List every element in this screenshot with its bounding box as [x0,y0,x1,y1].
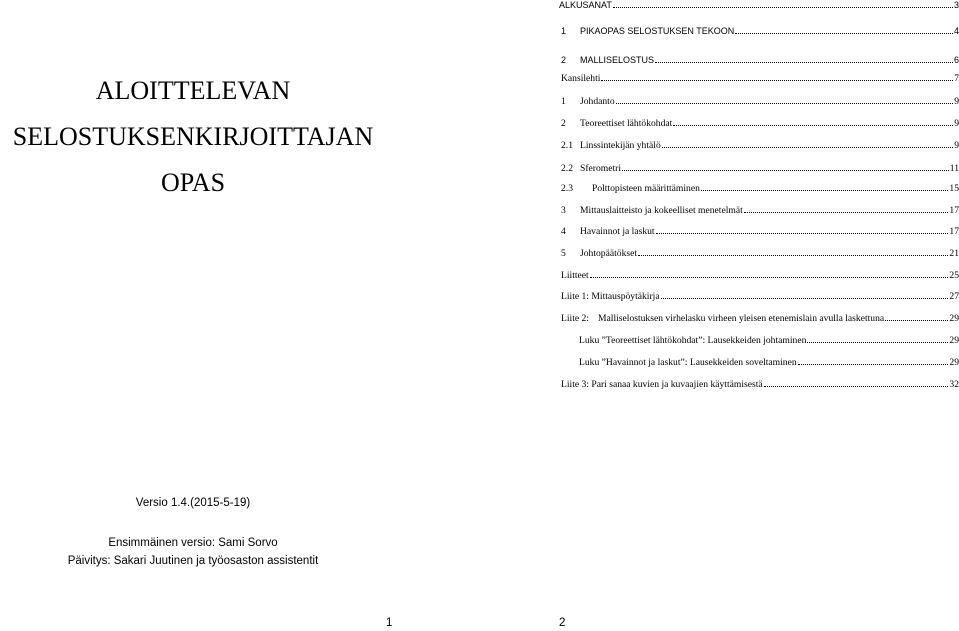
page-number-left: 1 [386,617,393,629]
toc-leader-dots [885,320,948,321]
toc-entry-page: 6 [953,55,959,65]
toc-leader-dots [673,125,953,126]
toc-entry[interactable] [579,335,959,347]
toc-leader-dots [590,277,949,278]
toc-entry[interactable] [561,248,959,260]
toc-entry-page: 29 [949,357,959,368]
toc-entry-page: 4 [953,26,959,36]
toc-entry-page: 21 [949,248,959,259]
document-title-line-2: SELOSTUKSENKIRJOITTAJAN [12,122,374,151]
toc-entry[interactable] [561,140,959,152]
toc-entry[interactable] [561,291,959,303]
toc-entry-number: 2.1 [561,140,573,151]
toc-entry-page: 17 [949,226,959,237]
toc-entry-label: Liite 3: Pari sanaa kuvien ja kuvaajien käyttämisestä [561,379,763,390]
toc-leader-dots [656,233,949,234]
toc-leader-dots [622,170,949,171]
first-version-author: Ensimmäinen versio: Sami Sorvo [108,537,278,549]
toc-entry-label: Luku ”Havainnot ja laskut”: Lausekkeiden soveltaminen [579,357,797,368]
toc-entry-label: Havainnot ja laskut [580,226,655,237]
toc-entry[interactable] [559,0,959,11]
toc-entry-label: Johdanto [580,96,615,107]
toc-entry-number: 1 [561,96,566,107]
toc-leader-dots [616,103,954,104]
toc-entry-number: 2.3 [561,183,573,194]
toc-entry-page: 3 [953,0,959,10]
toc-leader-dots [807,342,948,343]
toc-entry[interactable] [561,270,959,282]
toc-entry-page: 29 [949,335,959,346]
toc-entry-label: Sferometri [580,163,622,174]
toc-leader-dots [613,7,953,8]
page-number-right: 2 [559,617,566,629]
toc-page [545,0,959,631]
toc-entry-number: 4 [561,226,566,237]
toc-entry-page: 27 [949,291,959,302]
cover-page [0,0,400,631]
toc-leader-dots [601,80,953,81]
document-title-line-3: OPAS [160,168,226,197]
toc-entry-number: Liite 2: [561,313,589,324]
toc-leader-dots [735,33,953,34]
toc-entry-label: Linssintekijän yhtälö [580,140,661,151]
toc-entry[interactable] [561,205,959,217]
toc-entry-label: Kansilehti [561,73,601,84]
toc-entry[interactable] [561,25,959,37]
toc-entry-label: Luku ”Teoreettiset lähtökohdat”: Lausekkeiden johtaminen [579,335,807,346]
toc-entry[interactable] [561,183,959,195]
version-label: Versio 1.4.(2015-5-19) [135,497,251,509]
toc-entry-page: 32 [949,379,959,390]
toc-leader-dots [701,190,948,191]
toc-entry-label: Mittauslaitteisto ja kokeelliset menetelmät [580,205,743,216]
toc-leader-dots [744,212,949,213]
toc-entry-number: 3 [561,205,566,216]
toc-entry-page: 17 [949,205,959,216]
toc-entry-page: 29 [949,313,959,324]
toc-leader-dots [655,62,953,63]
toc-entry[interactable] [561,226,959,238]
toc-entry-label: Teoreettiset lähtökohdat [580,118,673,129]
toc-entry-page: 25 [949,270,959,281]
toc-entry-number: 2 [561,55,567,65]
toc-entry[interactable] [561,118,959,130]
toc-entry-label: Polttopisteen määrittäminen [592,183,700,194]
toc-entry[interactable] [561,163,959,175]
toc-entry-label: Johtopäätökset [580,248,638,259]
toc-entry-number: 1 [561,26,567,36]
document-title-line-1: ALOITTELEVAN [95,76,291,105]
toc-leader-dots [798,364,949,365]
toc-entry-label: Liite 1: Mittauspöytäkirja [561,291,660,302]
toc-entry-number: 2 [561,118,566,129]
toc-leader-dots [662,147,953,148]
toc-entry-label: Malliselostuksen virhelasku virheen yleisen etenemislain avulla laskettuna [598,313,885,324]
toc-entry-number: 2.2 [561,163,573,174]
toc-entry-page: 11 [949,163,959,174]
toc-entry[interactable] [579,357,959,369]
toc-entry-label: ALKUSANAT [559,0,612,10]
toc-entry-page: 9 [954,140,959,151]
toc-entry-label: PIKAOPAS SELOSTUKSEN TEKOON [580,26,735,36]
toc-entry[interactable] [561,96,959,108]
toc-entry[interactable] [561,54,959,66]
toc-entry-page: 7 [954,73,959,84]
toc-entry-page: 9 [954,118,959,129]
toc-entry-label: Liitteet [561,270,589,281]
toc-leader-dots [661,298,949,299]
toc-entry-number: 5 [561,248,566,259]
toc-entry[interactable] [561,73,959,85]
toc-entry-page: 15 [949,183,959,194]
toc-entry[interactable] [561,379,959,391]
update-authors: Päivitys: Sakari Juutinen ja työosaston assistentit [67,555,319,567]
toc-leader-dots [764,386,949,387]
toc-leader-dots [638,255,948,256]
toc-entry-page: 9 [954,96,959,107]
toc-entry-label: MALLISELOSTUS [580,55,655,65]
toc-entry[interactable] [561,313,959,325]
